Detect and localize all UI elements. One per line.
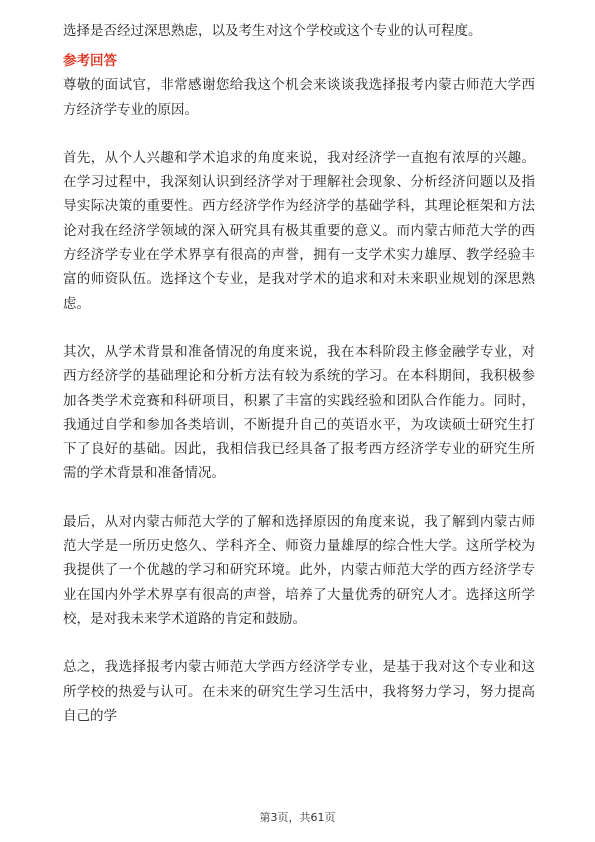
paragraph-greeting: 尊敬的面试官，非常感谢您给我这个机会来谈谈我选择报考内蒙古师范大学西方经济学专业的原因。 [63, 77, 535, 118]
page-number: 第3页，共61页 [259, 811, 336, 824]
paragraph-second: 其次，从学术背景和准备情况的角度来说，我在本科阶段主修金融学专业，对西方经济学的基础理论和分析方法有较为系统的学习。在本科期间，我积极参加各类学术竞赛和科研项目，积累了丰富的实践经验和团队合作能力。同时，我通过自学和参加各类培训，不断提升自己的英语水平，为攻读硕士研究生打下了良好的基础。因此，我相信我已经具备了报考西方经济学专业的研究生所需的学术背景和准备情况。 [63, 343, 535, 482]
paragraph-gap [63, 316, 535, 340]
answer-heading: 参考回答 [63, 53, 117, 70]
paragraph-last: 最后，从对内蒙古师范大学的了解和选择原因的角度来说，我了解到内蒙古师范大学是一所历史悠久、学科齐全、师资力量雄厚的综合性大学。这所学校为我提供了一个优越的学习和研究环境。此外，内蒙古师范大学的西方经济学专业在国内外学术界享有很高的声誉，培养了大量优秀的研究人才。选择这所学校，是对我未来学术道路的肯定和鼓励。 [63, 513, 535, 627]
paragraph-gap [63, 122, 535, 146]
intro-fragment: 选择是否经过深思熟虑，以及考生对这个学校或这个专业的认可程度。 [63, 23, 482, 39]
document-body [63, 19, 535, 728]
paragraph-gap [63, 486, 535, 510]
paragraph-first: 首先，从个人兴趣和学术追求的角度来说，我对经济学一直抱有浓厚的兴趣。在学习过程中，我深刻认识到经济学对于理解社会现象、分析经济问题以及指导实际决策的重要性。西方经济学作为经济学的基础学科，其理论框架和方法论对我在经济学领域的深入研究具有极其重要的意义。而内蒙古师范大学的西方经济学专业在学术界享有很高的声誉，拥有一支学术实力雄厚、教学经验丰富的师资队伍。选择这个专业，是我对学术的追求和对未来职业规划的深思熟虑。 [63, 149, 535, 312]
paragraph-gap [63, 631, 535, 655]
paragraph-summary: 总之，我选择报考内蒙古师范大学西方经济学专业，是基于我对这个专业和这所学校的热爱与认可。在未来的研究生学习生活中，我将努力学习，努力提高自己的学 [63, 659, 535, 724]
